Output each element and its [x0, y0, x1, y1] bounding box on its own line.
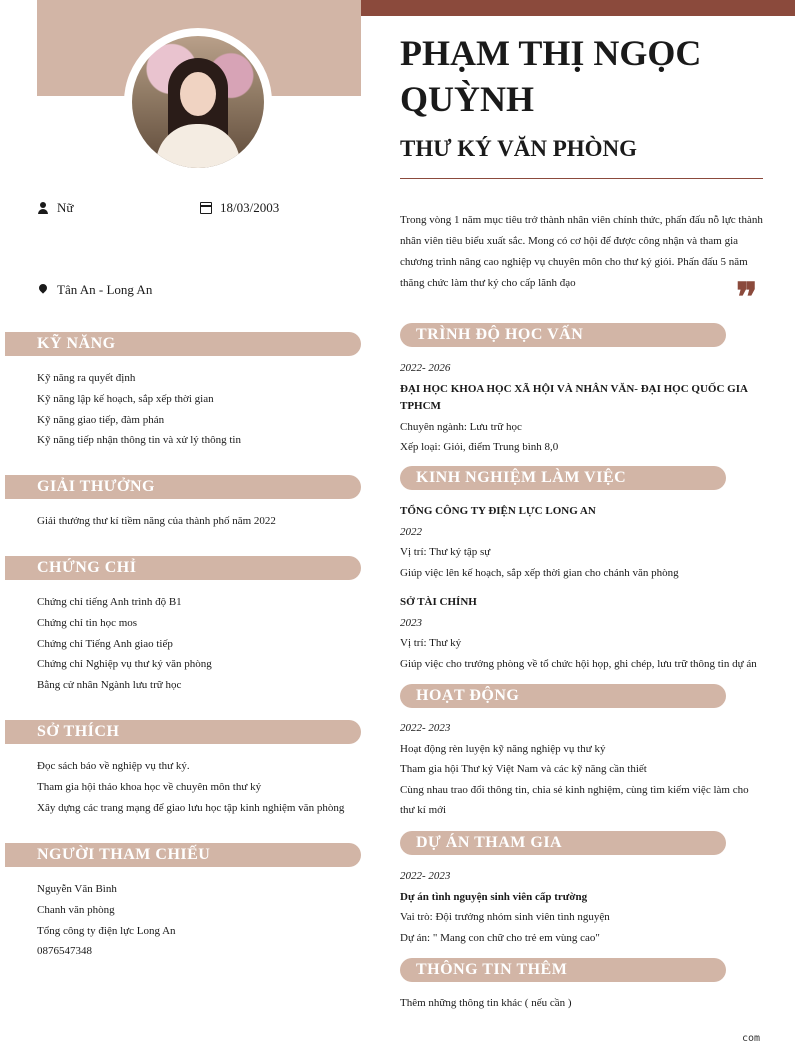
education-block	[400, 358, 770, 458]
location-pin-icon	[37, 284, 49, 296]
hobbies-list	[37, 756, 344, 818]
divider	[400, 178, 763, 179]
location-value: Tân An - Long An	[57, 282, 153, 297]
experience-job-2	[400, 592, 770, 674]
references-heading: NGƯỜI THAM CHIẾU	[5, 843, 361, 867]
job-year: 2023	[400, 616, 422, 629]
education-heading: TRÌNH ĐỘ HỌC VẤN	[400, 323, 726, 347]
quote-icon: ❞	[736, 275, 758, 320]
education-period: 2022- 2026	[400, 362, 451, 374]
footer-text: com	[742, 1033, 761, 1044]
extra-block	[400, 993, 770, 1014]
project-role: Vai trò: Đội trưởng nhóm sinh viên tình nguyện	[400, 911, 610, 923]
activities-heading: HOẠT ĐỘNG	[400, 684, 726, 708]
list-item: Cùng nhau trao đổi thông tin, chia sẻ kinh nghiệm, cùng tìm kiếm việc làm cho thư kí mới	[400, 783, 749, 816]
references-list	[37, 879, 176, 962]
activities-block	[400, 718, 763, 821]
job-description: Giúp việc cho trưởng phòng về tổ chức hội họp, ghi chép, lưu trữ thông tin dự án	[400, 657, 757, 670]
hobbies-heading: SỞ THÍCH	[5, 720, 361, 744]
certificates-list	[37, 592, 212, 696]
location-row	[37, 282, 152, 298]
career-objective: Trong vòng 1 năm mục tiêu trở thành nhân viên chính thức, phấn đấu nỗ lực thành nhân viên tiêu biểu xuất sắc. Mong có cơ hội để được công nhận và tham gia chương trình nâng cao nghiệp vụ chuyên môn cho thư ký giỏi. Phấn đấu 5 năm thăng chức làm thư ký cho cấp lãnh đạo	[400, 214, 763, 289]
avatar	[124, 28, 272, 176]
project-period: 2022- 2023	[400, 870, 451, 882]
profile-photo	[132, 36, 264, 168]
list-item: Hoạt động rèn luyện kỹ năng nghiệp vụ thư ký	[400, 742, 606, 755]
candidate-name: PHẠM THỊ NGỌC QUỲNH	[400, 33, 702, 119]
dob-value: 18/03/2003	[220, 200, 280, 215]
awards-list	[37, 511, 276, 532]
list-item: Nguyễn Văn Bình	[37, 883, 117, 895]
list-item: Giải thưởng thư kí tiềm năng của thành phố năm 2022	[37, 515, 276, 527]
list-item: Chứng chỉ tin học mos	[37, 616, 138, 629]
list-item: Chứng chỉ Nghiệp vụ thư ký văn phòng	[37, 658, 212, 671]
gender-row	[37, 200, 73, 216]
education-grade: Xếp loại: Giỏi, điểm Trung bình 8,0	[400, 441, 559, 453]
extra-heading: THÔNG TIN THÊM	[400, 958, 726, 982]
list-item: Tham gia hội Thư ký Việt Nam và các kỹ năng cần thiết	[400, 763, 647, 775]
skills-heading: KỸ NĂNG	[5, 332, 361, 356]
company-name: TỔNG CÔNG TY ĐIỆN LỰC LONG AN	[400, 505, 596, 517]
awards-heading: GIẢI THƯỞNG	[5, 475, 361, 499]
top-accent-bar	[361, 0, 795, 16]
list-item: Kỹ năng giao tiếp, đàm phán	[37, 413, 165, 426]
job-year: 2022	[400, 525, 422, 538]
list-item: Đọc sách báo về nghiệp vụ thư ký.	[37, 760, 190, 772]
education-major: Chuyên ngành: Lưu trữ học	[400, 420, 522, 433]
job-position: Vị trí: Thư ký tập sự	[400, 546, 491, 558]
list-item: Bằng cử nhân Ngành lưu trữ học	[37, 679, 182, 692]
gender-value: Nữ	[57, 200, 74, 215]
projects-block	[400, 866, 770, 948]
project-detail: Dự án: " Mang con chữ cho trẻ em vùng cao"	[400, 931, 600, 944]
education-school: ĐẠI HỌC KHOA HỌC XÃ HỘI VÀ NHÂN VĂN- ĐẠI HỌC QUỐC GIA TPHCM	[400, 382, 748, 412]
list-item: Kỹ năng ra quyết định	[37, 372, 136, 384]
list-item: Chứng chỉ Tiếng Anh giao tiếp	[37, 637, 173, 650]
activities-period: 2022- 2023	[400, 722, 451, 734]
list-item: Chứng chỉ tiếng Anh trình độ B1	[37, 596, 182, 608]
company-name: SỞ TÀI CHÍNH	[400, 596, 477, 608]
certificates-heading: CHỨNG CHỈ	[5, 556, 361, 580]
experience-job-1	[400, 501, 770, 583]
project-name: Dự án tình nguyện sinh viên cấp trường	[400, 890, 588, 903]
projects-heading: DỰ ÁN THAM GIA	[400, 831, 726, 855]
dob-row	[200, 200, 279, 216]
list-item: Chanh văn phòng	[37, 903, 115, 916]
list-item: Tổng công ty điện lực Long An	[37, 924, 176, 937]
list-item: 0876547348	[37, 945, 92, 958]
list-item: Tham gia hội thảo khoa học về chuyên môn thư ký	[37, 780, 262, 793]
extra-text: Thêm những thông tin khác ( nếu cần )	[400, 997, 572, 1009]
calendar-icon	[200, 202, 212, 214]
list-item: Xây dựng các trang mạng để giao lưu học tập kinh nghiệm văn phòng	[37, 801, 345, 814]
list-item: Kỹ năng lập kế hoạch, sắp xếp thời gian	[37, 392, 214, 405]
skills-list	[37, 368, 241, 451]
list-item: Kỹ năng tiếp nhận thông tin và xử lý thông tin	[37, 434, 241, 447]
person-icon	[37, 202, 49, 214]
job-position: Vị trí: Thư ký	[400, 637, 462, 649]
job-description: Giúp việc lên kế hoạch, sắp xếp thời gian cho chánh văn phòng	[400, 566, 679, 579]
experience-heading: KINH NGHIỆM LÀM VIỆC	[400, 466, 726, 490]
job-title: THƯ KÝ VĂN PHÒNG	[400, 136, 638, 161]
